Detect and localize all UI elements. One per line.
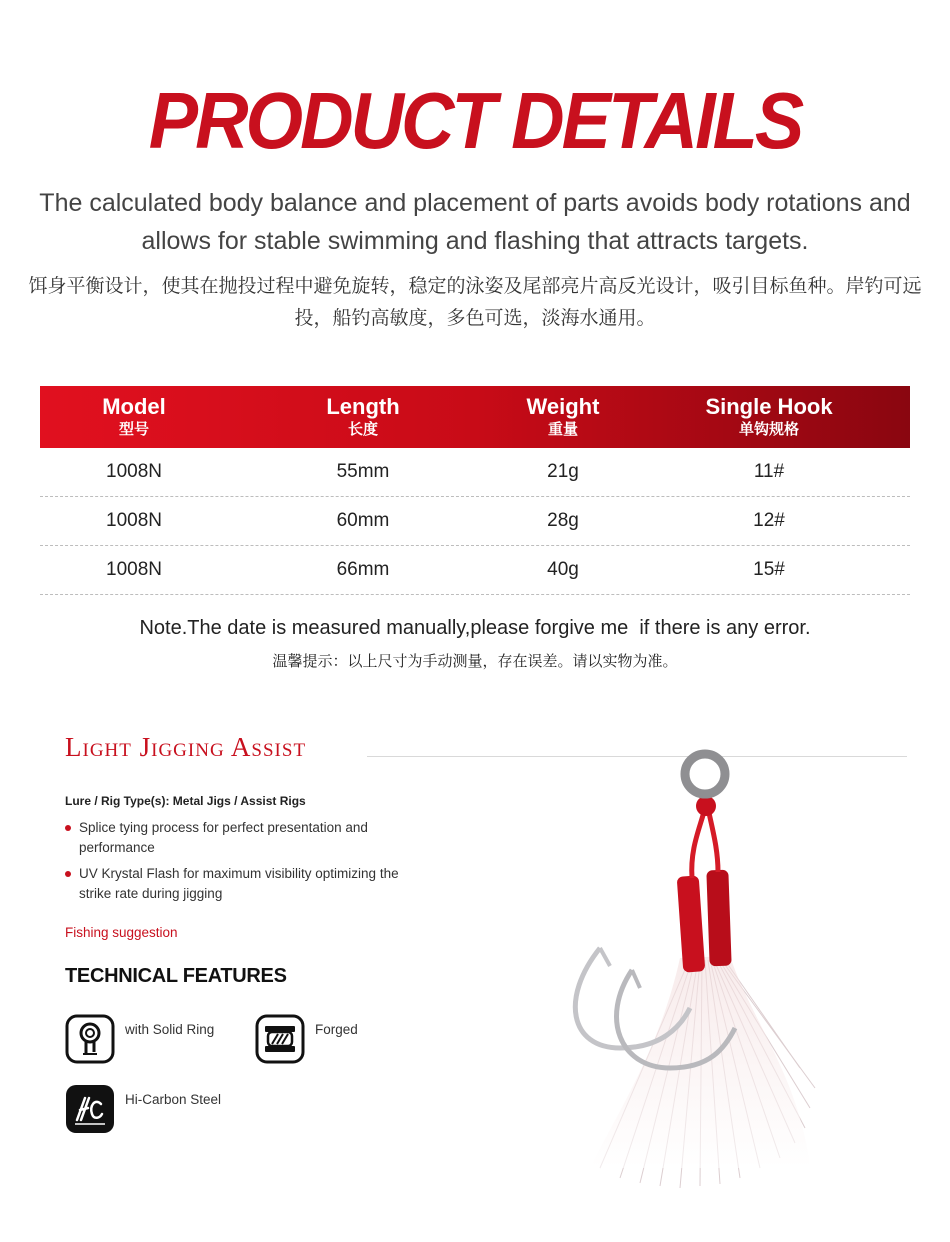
cell-length: 55mm — [336, 461, 390, 482]
list-item — [65, 864, 425, 904]
header-model — [40, 395, 228, 439]
cell-model: 1008N — [106, 461, 162, 482]
intro-english: The calculated body balance and placement of parts avoids body rotations and allows for stable swimming and flashing that attracts targets. — [39, 189, 911, 255]
feature-label: with Solid Ring — [125, 1022, 215, 1037]
spec-table-header — [40, 386, 910, 448]
cell-weight: 28g — [547, 510, 579, 531]
header-hook-en: Single Hook — [705, 394, 833, 419]
table-row — [40, 448, 910, 497]
cell-hook: 12# — [753, 510, 785, 531]
bullet-text: Splice tying process for perfect presentation and performance — [79, 820, 368, 855]
note-chinese: 温馨提示：以上尺寸为手动测量，存在误差。请以实物为准。 — [272, 652, 678, 670]
bullet-dot-icon — [65, 825, 71, 831]
table-row — [40, 497, 910, 546]
feature-label: Hi-Carbon Steel — [125, 1092, 222, 1107]
cell-weight: 21g — [547, 461, 579, 482]
header-weight-en: Weight — [526, 394, 600, 419]
bullet-dot-icon — [65, 871, 71, 877]
cell-hook: 11# — [753, 461, 785, 482]
solid-ring-icon — [65, 1014, 115, 1064]
header-weight-cn: 重量 — [547, 420, 578, 438]
note-english: Note.The date is measured manually,please forgive me if there is any error. — [139, 617, 811, 639]
list-item — [65, 818, 425, 858]
header-weight — [498, 395, 628, 439]
feature-label: Forged — [315, 1022, 358, 1037]
feature-bullets — [65, 818, 425, 910]
forged-icon — [255, 1014, 305, 1064]
header-length-en: Length — [326, 394, 400, 419]
feature-solid-ring — [65, 1014, 214, 1064]
header-length-cn: 长度 — [347, 420, 378, 438]
hi-carbon-steel-icon — [65, 1084, 115, 1134]
feature-forged — [255, 1014, 358, 1064]
feature-hi-carbon — [65, 1084, 221, 1134]
spec-table — [40, 386, 910, 595]
cell-length: 66mm — [336, 559, 390, 580]
cell-weight: 40g — [547, 559, 579, 580]
bullet-text: UV Krystal Flash for maximum visibility optimizing the strike rate during jigging — [79, 866, 399, 901]
cell-length: 60mm — [336, 510, 390, 531]
cell-model: 1008N — [106, 510, 162, 531]
table-row — [40, 546, 910, 595]
header-length — [228, 395, 498, 439]
header-hook — [628, 395, 910, 439]
header-hook-cn: 单钩规格 — [738, 420, 799, 438]
header-model-en: Model — [102, 394, 166, 419]
cell-hook: 15# — [753, 559, 785, 580]
header-model-cn: 型号 — [118, 420, 149, 438]
assist-hook-image — [540, 748, 840, 1188]
product-title: Light Jigging Assist — [65, 732, 307, 762]
cell-model: 1008N — [106, 559, 162, 580]
rig-types: Lure / Rig Type(s): Metal Jigs / Assist Rigs — [65, 794, 306, 808]
page-heading: PRODUCT DETAILS — [148, 75, 802, 166]
technical-features-title: TECHNICAL FEATURES — [65, 965, 287, 987]
intro-chinese: 饵身平衡设计，使其在抛投过程中避免旋转，稳定的泳姿及尾部亮片高反光设计，吸引目标鱼种。岸钓可远投，船钓高敏度，多色可选，淡海水通用。 — [28, 275, 922, 329]
fishing-suggestion: Fishing suggestion — [65, 925, 178, 940]
